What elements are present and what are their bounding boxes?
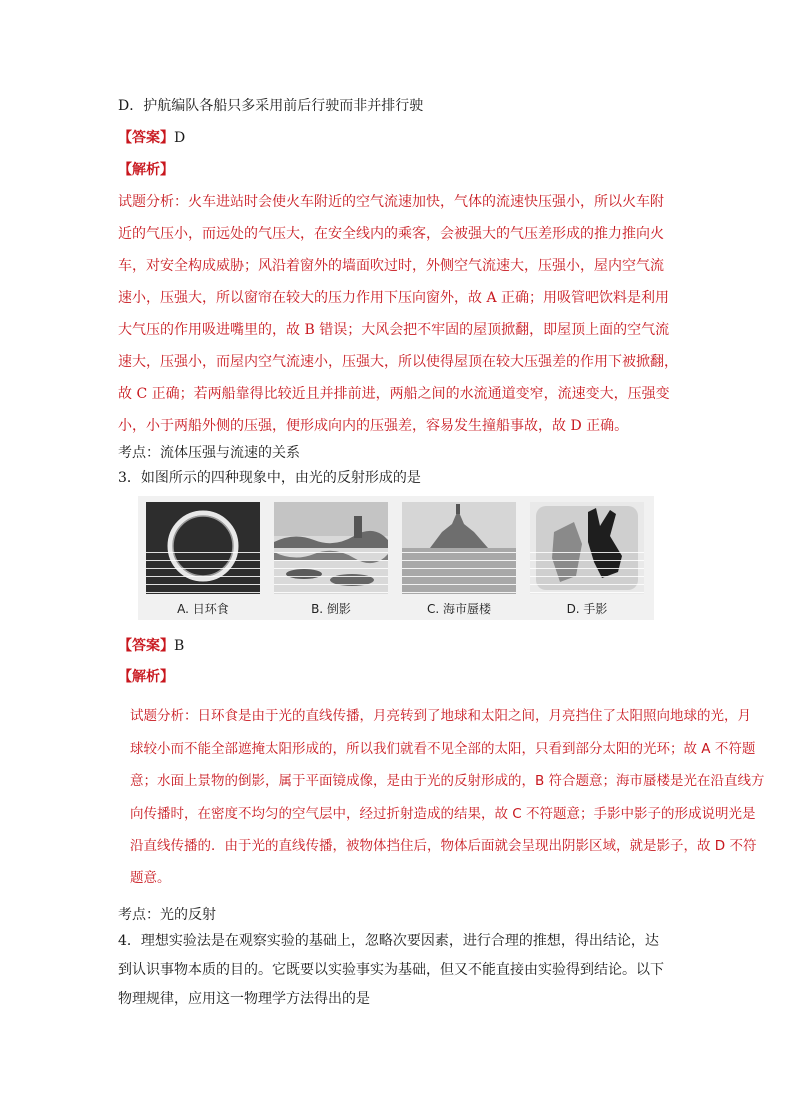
q2-answer-value: D (174, 130, 186, 146)
q3-analysis-line: 沿直线传播的．由于光的直线传播，被物体挡住后，物体后面就会呈现出阴影区域，就是影子，故 D 不符 (130, 838, 757, 854)
q2-analysis-line: 大气压的作用吸进嘴里的，故 B 错误；大风会把不牢固的屋顶掀翻，即屋顶上面的空气流 (118, 322, 670, 338)
figure-caption: C. 海市蜃楼 (426, 602, 491, 616)
eclipse-image (146, 502, 260, 594)
mirage-image (402, 502, 516, 594)
hand-shadow-image (530, 502, 644, 594)
q3-kaodian: 考点：光的反射 (118, 907, 216, 923)
q3-answer (118, 637, 184, 655)
q3-analysis-line: 向传播时，在密度不均匀的空气层中，经过折射造成的结果，故 C 不符题意；手影中影子的形成说明光是 (130, 806, 756, 822)
reflection-image (274, 502, 388, 594)
q3-analysis-line: 意；水面上景物的倒影，属于平面镜成像，是由于光的反射形成的，B 符合题意；海市蜃楼是光在沿直线方 (130, 773, 765, 789)
q2-option-d: D．护航编队各船只多采用前后行驶而非并排行驶 (118, 98, 424, 114)
q3-figure (138, 496, 654, 620)
figure-caption: A. 日环食 (177, 602, 229, 616)
q2-analysis-line: 试题分析：火车进站时会使火车附近的空气流速加快，气体的流速快压强小，所以火车附 (118, 194, 664, 210)
q2-analysis-line: 近的气压小，而远处的气压大，在安全线内的乘客，会被强大的气压差形成的推力推向火 (118, 226, 664, 242)
q4-line: 4．理想实验法是在观察实验的基础上，忽略次要因素，进行合理的推想，得出结论，达 (118, 933, 659, 949)
q3-answer-label: 【答案】 (118, 638, 174, 654)
figure-caption: B. 倒影 (311, 602, 351, 616)
figure-caption: D. 手影 (566, 602, 608, 616)
q4-line: 物理规律，应用这一物理学方法得出的是 (118, 991, 370, 1007)
q2-analysis-line: 速小，压强大，所以窗帘在较大的压力作用下压向窗外，故 A 正确；用吸管吧饮料是利用 (118, 290, 670, 306)
q2-answer-label: 【答案】 (118, 130, 174, 146)
q3-answer-value: B (174, 638, 185, 654)
q2-analysis-label: 【解析】 (118, 162, 174, 178)
q2-analysis-line: 车，对安全构成威胁；风沿着窗外的墙面吹过时，外侧空气流速大，压强小，屋内空气流 (118, 258, 664, 274)
q2-analysis-line: 小，小于两船外侧的压强，便形成向内的压强差，容易发生撞船事故，故 D 正确。 (118, 418, 629, 434)
q4-line: 到认识事物本质的目的。它既要以实验事实为基础，但又不能直接由实验得到结论。以下 (118, 962, 664, 978)
q3-analysis-line: 试题分析：日环食是由于光的直线传播，月亮转到了地球和太阳之间，月亮挡住了太阳照向地球的光，月 (130, 708, 751, 724)
q3-analysis-label: 【解析】 (118, 669, 174, 685)
q2-answer (118, 129, 185, 147)
q2-kaodian: 考点：流体压强与流速的关系 (118, 445, 300, 461)
q3-analysis-line: 球较小而不能全部遮掩太阳形成的，所以我们就看不见全部的太阳，只看到部分太阳的光环；故 A 不符题 (130, 741, 756, 757)
q2-analysis-line: 故 C 正确；若两船靠得比较近且并排前进，两船之间的水流通道变窄，流速变大，压强变 (118, 386, 670, 402)
q3-analysis-line: 题意。 (130, 870, 171, 886)
q2-analysis-line: 速大，压强小，而屋内空气流速小，压强大，所以使得屋顶在较大压强差的作用下被掀翻， (118, 354, 678, 370)
q3-question: 3．如图所示的四种现象中，由光的反射形成的是 (118, 470, 421, 486)
